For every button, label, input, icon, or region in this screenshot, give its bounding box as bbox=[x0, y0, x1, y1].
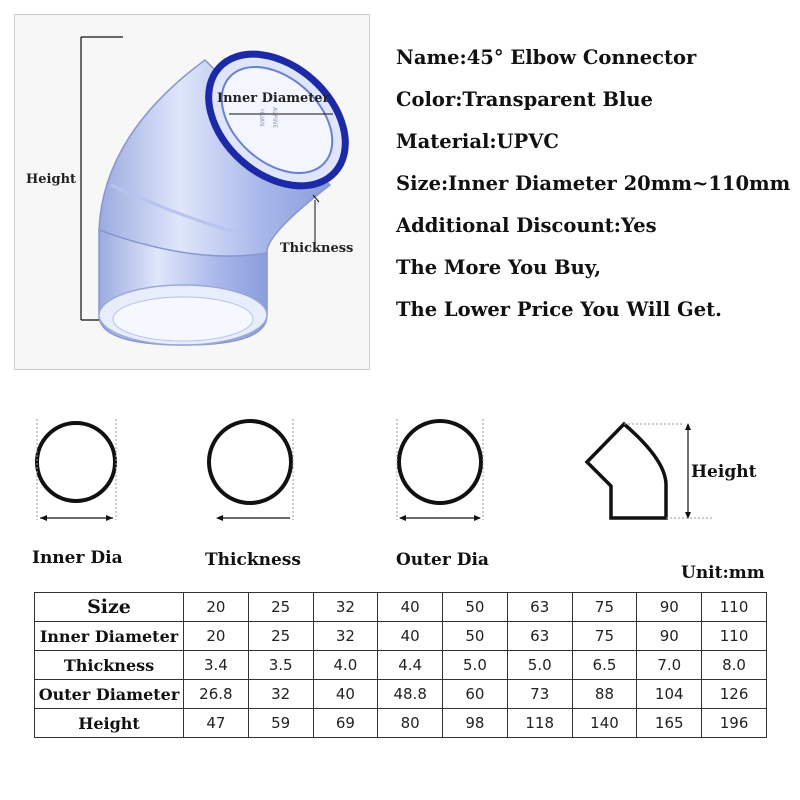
table-cell: 5.0 bbox=[443, 651, 508, 680]
table-cell: 20 bbox=[184, 622, 249, 651]
table-cell: 73 bbox=[507, 680, 572, 709]
table-cell: 63 bbox=[507, 593, 572, 622]
table-cell: 48.8 bbox=[378, 680, 443, 709]
dimension-diagrams bbox=[0, 405, 800, 535]
table-cell: 80 bbox=[378, 709, 443, 738]
row-header: Outer Diameter bbox=[35, 680, 184, 709]
table-row bbox=[35, 593, 767, 622]
table-cell: 32 bbox=[248, 680, 313, 709]
table-cell: 40 bbox=[378, 622, 443, 651]
table-cell: 69 bbox=[313, 709, 378, 738]
table-cell: 7.0 bbox=[637, 651, 702, 680]
table-cell: 50 bbox=[443, 593, 508, 622]
spec-table bbox=[34, 592, 767, 738]
table-row bbox=[35, 651, 767, 680]
info-discount: Additional Discount:Yes bbox=[396, 214, 657, 237]
info-material: Material:UPVC bbox=[396, 130, 559, 153]
photo-height-label: Height bbox=[26, 172, 77, 187]
table-row bbox=[35, 622, 767, 651]
product-photo bbox=[14, 14, 370, 370]
outer-dia-label: Outer Dia bbox=[396, 550, 489, 570]
table-cell: 110 bbox=[702, 593, 767, 622]
table-cell: 59 bbox=[248, 709, 313, 738]
table-cell: 98 bbox=[443, 709, 508, 738]
table-cell: 75 bbox=[572, 593, 637, 622]
table-cell: 40 bbox=[313, 680, 378, 709]
table-cell: 5.0 bbox=[507, 651, 572, 680]
table-cell: 50 bbox=[443, 622, 508, 651]
pipe-text-2: ALPINE bbox=[271, 107, 278, 129]
table-cell: 88 bbox=[572, 680, 637, 709]
photo-inner-diameter-label: Inner Diameter bbox=[217, 91, 330, 106]
outer-dia-diagram bbox=[397, 419, 483, 521]
thickness-label: Thickness bbox=[205, 550, 301, 570]
table-cell: 196 bbox=[702, 709, 767, 738]
thickness-diagram bbox=[209, 419, 293, 521]
table-cell: 40 bbox=[378, 593, 443, 622]
info-promo-line-2: The Lower Price You Will Get. bbox=[396, 298, 722, 321]
table-row bbox=[35, 680, 767, 709]
table-cell: 118 bbox=[507, 709, 572, 738]
info-color: Color:Transparent Blue bbox=[396, 88, 653, 111]
table-cell: 126 bbox=[702, 680, 767, 709]
row-header: Inner Diameter bbox=[35, 622, 184, 651]
info-promo-line-1: The More You Buy, bbox=[396, 256, 602, 279]
table-cell: 4.4 bbox=[378, 651, 443, 680]
info-size: Size:Inner Diameter 20mm~110mm bbox=[396, 172, 791, 195]
table-cell: 20 bbox=[184, 593, 249, 622]
table-cell: 25 bbox=[248, 593, 313, 622]
unit-label: Unit:mm bbox=[681, 563, 765, 583]
info-name: Name:45° Elbow Connector bbox=[396, 46, 697, 69]
table-cell: 140 bbox=[572, 709, 637, 738]
inner-dia-label: Inner Dia bbox=[32, 548, 123, 568]
table-cell: 75 bbox=[572, 622, 637, 651]
pipe-text-1: HUAN bbox=[258, 109, 265, 127]
table-cell: 4.0 bbox=[313, 651, 378, 680]
table-cell: 110 bbox=[702, 622, 767, 651]
row-header: Thickness bbox=[35, 651, 184, 680]
table-cell: 25 bbox=[248, 622, 313, 651]
table-cell: 90 bbox=[637, 593, 702, 622]
product-info bbox=[396, 44, 790, 338]
row-header: Height bbox=[35, 709, 184, 738]
table-cell: 47 bbox=[184, 709, 249, 738]
table-cell: 63 bbox=[507, 622, 572, 651]
table-cell: 32 bbox=[313, 622, 378, 651]
table-cell: 8.0 bbox=[702, 651, 767, 680]
table-row bbox=[35, 709, 767, 738]
height-diagram-label: Height bbox=[691, 462, 757, 482]
elbow-photo-illustration bbox=[15, 15, 371, 371]
table-cell: 3.4 bbox=[184, 651, 249, 680]
table-cell: 3.5 bbox=[248, 651, 313, 680]
table-cell: 32 bbox=[313, 593, 378, 622]
inner-dia-diagram bbox=[37, 419, 116, 521]
table-cell: 90 bbox=[637, 622, 702, 651]
table-cell: 26.8 bbox=[184, 680, 249, 709]
row-header: Size bbox=[35, 593, 184, 622]
photo-thickness-label: Thickness bbox=[280, 241, 354, 256]
table-cell: 6.5 bbox=[572, 651, 637, 680]
table-cell: 104 bbox=[637, 680, 702, 709]
table-cell: 60 bbox=[443, 680, 508, 709]
table-cell: 165 bbox=[637, 709, 702, 738]
